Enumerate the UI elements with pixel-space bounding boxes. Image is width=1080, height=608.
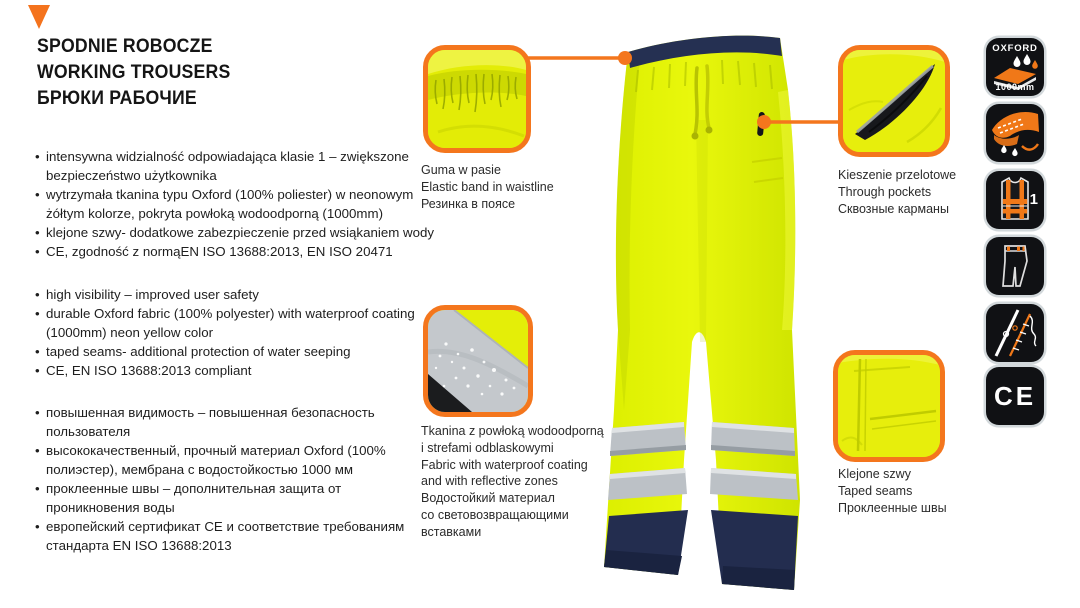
feature-item: • CE, EN ISO 13688:2013 compliant <box>35 361 435 380</box>
badge-oxford-1000mm <box>986 38 1044 96</box>
caption-pockets <box>838 167 956 217</box>
trousers-icon <box>986 237 1044 295</box>
callout-seams-photo <box>833 350 945 462</box>
feature-item: • европейский сертификат CE и соответствие требованиям стандарта EN ISO 13688:2013 <box>35 517 435 555</box>
caption-line-en: Elastic band in waistline <box>421 179 554 194</box>
product-photo-trousers <box>576 30 832 604</box>
caption-line: Водостойкий материал <box>421 491 555 506</box>
caption-line: вставками <box>421 524 482 539</box>
caption-line-ru: Сквозные карманы <box>838 201 949 216</box>
caption-line-pl: Kieszenie przelotowe <box>838 168 957 182</box>
feature-item: • durable Oxford fabric (100% polyester) with waterproof coating (1000mm) neon yellow color <box>35 304 435 342</box>
page-title-ru: БРЮКИ РАБОЧИЕ <box>37 88 197 109</box>
page-title-en: WORKING TROUSERS <box>37 62 231 83</box>
caption-line-en: Taped seams <box>838 483 913 498</box>
feature-item: • taped seams- additional protection of water seeping <box>35 342 435 361</box>
badge-class-number: 1 <box>1029 191 1038 208</box>
feature-list-ru <box>35 403 435 555</box>
brand-triangle-icon <box>28 5 50 29</box>
feature-list-pl <box>35 147 435 261</box>
page-title-pl: SPODNIE ROBOCZE <box>37 36 213 57</box>
caption-waistband <box>421 162 554 212</box>
badge-water-repellent <box>986 104 1044 162</box>
caption-line: i strefami odblaskowymi <box>421 440 554 455</box>
badge-taped-seams <box>986 304 1044 362</box>
badge-ce <box>986 367 1044 425</box>
feature-item: • intensywna widzialność odpowiadająca klasie 1 – zwiększone bezpieczeństwo użytkownika <box>35 147 435 185</box>
water-repellent-glove-icon <box>986 104 1044 162</box>
feature-item: • проклеенные швы – дополнительная защита от проникновения воды <box>35 479 435 517</box>
caption-fabric <box>421 423 604 541</box>
badge-visibility-class-1 <box>986 171 1044 229</box>
caption-seams <box>838 466 947 516</box>
caption-line: Fabric with waterproof coating <box>421 457 588 472</box>
caption-line-en: Through pockets <box>838 184 932 199</box>
feature-item: • wytrzymała tkanina typu Oxford (100% poliester) w neonowym żółtym kolorze, pokryta powłoką wodoodporną (1000mm) <box>35 185 435 223</box>
badge-trousers <box>986 237 1044 295</box>
badge-1000mm-label: 1000mm <box>995 82 1035 92</box>
callout-fabric-photo <box>423 305 533 417</box>
page-title <box>37 34 230 112</box>
callout-pocket-photo <box>838 45 950 157</box>
caption-line: со световозвращающими <box>421 507 569 522</box>
ce-mark-label: CE <box>993 381 1037 411</box>
feature-item: • CE, zgodność z normąEN ISO 13688:2013, EN ISO 20471 <box>35 242 435 261</box>
taped-seams-icon <box>986 304 1044 362</box>
caption-line-ru: Резинка в поясе <box>421 196 516 211</box>
caption-line-pl: Klejone szwy <box>838 467 911 481</box>
caption-line: and with reflective zones <box>421 474 558 489</box>
feature-item: • повышенная видимость – повышенная безопасность пользователя <box>35 403 435 441</box>
feature-item: • высококачественный, прочный материал Oxford (100% полиэстер), мембрана с водостойкостью 1000 мм <box>35 441 435 479</box>
badge-oxford-label: OXFORD <box>992 43 1038 54</box>
caption-line-pl: Guma w pasie <box>421 163 501 177</box>
feature-item: • high visibility – improved user safety <box>35 285 435 304</box>
feature-item: • klejone szwy- dodatkowe zabezpieczenie przed wsiąkaniem wody <box>35 223 435 242</box>
callout-waistband-photo <box>423 45 531 153</box>
feature-list-en <box>35 285 435 380</box>
caption-line-ru: Проклеенные швы <box>838 500 947 515</box>
caption-line: Tkanina z powłoką wodoodporną <box>421 424 604 438</box>
